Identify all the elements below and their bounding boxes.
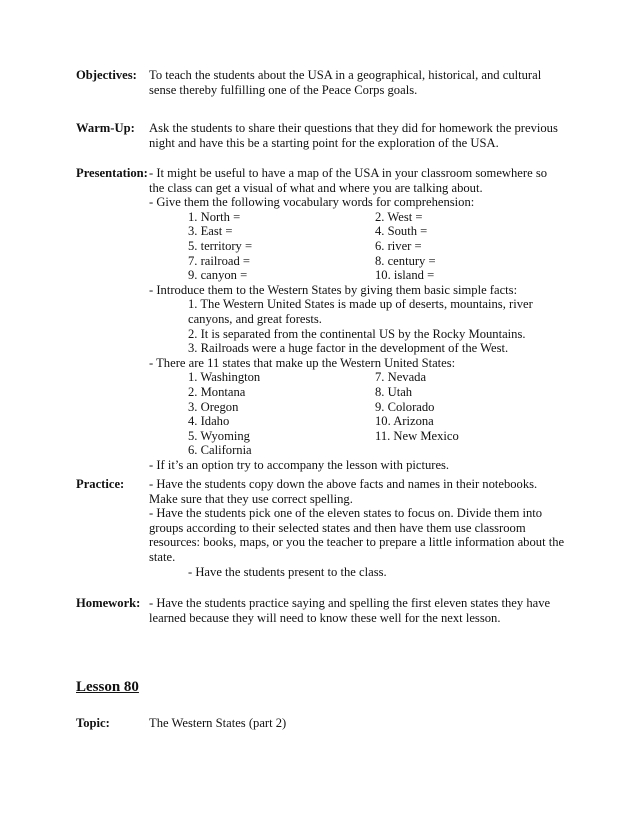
practice-line: - Have the students present to the class. (188, 564, 387, 579)
state-item: 5. Wyoming (188, 428, 250, 443)
presentation-label: Presentation: (76, 166, 148, 180)
topic-value: The Western States (part 2) (149, 716, 287, 730)
fact-line: 2. It is separated from the continental US by the Rocky Mountains. (188, 326, 526, 341)
state-item: 4. Idaho (188, 414, 230, 429)
state-item: 3. Oregon (188, 399, 239, 414)
state-item: 8. Utah (375, 384, 413, 399)
vocab-item: 7. railroad = (188, 253, 251, 268)
vocab-item: 1. North = (188, 209, 241, 224)
fact-line: canyons, and great forests. (188, 311, 322, 326)
vocab-item: 6. river = (375, 238, 422, 253)
practice-line: groups according to their selected states and then have them use classroom (149, 520, 526, 535)
facts-intro: - Introduce them to the Western States by giving them basic simple facts: (149, 282, 518, 297)
objectives-line: To teach the students about the USA in a geographical, historical, and cultural (149, 68, 542, 82)
state-item: 1. Washington (188, 370, 261, 385)
vocab-item: 3. East = (188, 224, 233, 239)
vocab-list (149, 210, 589, 283)
homework-label: Homework: (76, 596, 141, 610)
state-item: 7. Nevada (375, 370, 427, 385)
presentation-line: the class can get a visual of what and where you are talking about. (149, 180, 483, 195)
states-list (149, 370, 589, 458)
objectives-text (149, 68, 589, 97)
vocab-item: 8. century = (375, 253, 436, 268)
state-item: 6. California (188, 443, 252, 458)
presentation-text (149, 166, 589, 472)
warmup-line: Ask the students to share their questions that they did for homework the previous (149, 121, 558, 135)
vocab-item: 5. territory = (188, 238, 253, 253)
vocab-item: 2. West = (375, 209, 423, 224)
practice-line: - Have the students pick one of the eleven states to focus on. Divide them into (149, 506, 543, 521)
fact-line: 3. Railroads were a huge factor in the development of the West. (188, 341, 509, 356)
practice-line: resources: books, maps, or you the teacher to prepare a little information about the (149, 535, 565, 550)
topic-label: Topic: (76, 716, 110, 730)
vocab-item: 9. canyon = (188, 268, 248, 283)
state-item: 11. New Mexico (375, 428, 459, 443)
practice-text (149, 477, 589, 579)
state-item: 2. Montana (188, 384, 246, 399)
warmup-line: night and have this be a starting point for the exploration of the USA. (149, 135, 499, 150)
state-item (375, 443, 575, 458)
homework-line: learned because they will need to know these well for the next lesson. (149, 610, 501, 625)
homework-text (149, 596, 589, 625)
presentation-line: - It might be useful to have a map of the USA in your classroom somewhere so (149, 166, 548, 180)
practice-line: state. (149, 549, 176, 564)
homework-line: - Have the students practice saying and spelling the first eleven states they have (149, 596, 551, 610)
objectives-label: Objectives: (76, 68, 137, 82)
practice-line: Make sure that they use correct spelling. (149, 491, 353, 506)
practice-label: Practice: (76, 477, 125, 491)
warmup-label: Warm-Up: (76, 121, 135, 135)
lesson-title: Lesson 80 (76, 679, 139, 695)
pictures-line: - If it’s an option try to accompany the lesson with pictures. (149, 457, 450, 472)
fact-line: 1. The Western United States is made up of deserts, mountains, river (188, 297, 533, 312)
objectives-line: sense thereby fulfilling one of the Peace Corps goals. (149, 82, 418, 97)
vocab-intro: - Give them the following vocabulary words for comprehension: (149, 195, 475, 210)
warmup-text (149, 121, 589, 150)
states-intro: - There are 11 states that make up the Western United States: (149, 355, 456, 370)
vocab-item: 10. island = (375, 268, 435, 283)
practice-line: - Have the students copy down the above facts and names in their notebooks. (149, 477, 538, 491)
state-item: 10. Arizona (375, 414, 434, 429)
vocab-item: 4. South = (375, 224, 428, 239)
state-item: 9. Colorado (375, 399, 435, 414)
